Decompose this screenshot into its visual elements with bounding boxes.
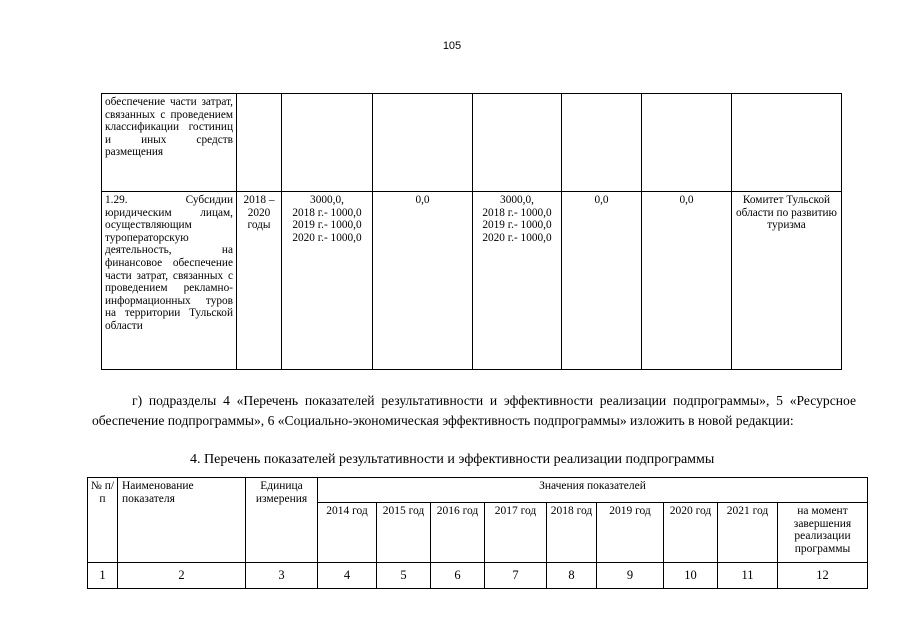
header-year: 2019 год	[597, 503, 664, 563]
header-year: 2017 год	[485, 503, 547, 563]
table-header-row	[88, 478, 868, 503]
local-budget-cell: 0,0	[562, 192, 642, 370]
section-heading: 4. Перечень показателей результативности и эффективности реализации подпрограммы	[190, 452, 715, 467]
header-completion: на момент завершения реализации программы	[778, 503, 868, 563]
amendment-paragraph: г) подразделы 4 «Перечень показателей результативности и эффективности реализации подпрограммы», 5 «Ресурсное обеспечение подпрограммы», 6 «Социально-экономическая эффективность подпрограммы» изложить в новой редакции:	[92, 393, 856, 428]
header-year: 2020 год	[664, 503, 718, 563]
header-unit: Единица измерения	[246, 478, 318, 563]
column-number: 11	[718, 563, 778, 589]
indicators-table	[87, 477, 868, 589]
row-name-cell: обеспечение части затрат, связанных с проведением классификации гостиниц и иных средств размещения	[102, 94, 237, 192]
subsidies-table	[101, 93, 842, 370]
header-year: 2021 год	[718, 503, 778, 563]
column-number: 6	[431, 563, 485, 589]
table-row	[102, 192, 842, 370]
column-number: 10	[664, 563, 718, 589]
column-number-row	[88, 563, 868, 589]
federal-budget-cell: 0,0	[373, 192, 473, 370]
page-number: 105	[442, 40, 462, 52]
header-year: 2015 год	[377, 503, 431, 563]
extra-budget-cell: 0,0	[642, 192, 732, 370]
table-row	[102, 94, 842, 192]
period-cell: 2018 – 2020 годы	[237, 192, 282, 370]
column-number: 2	[118, 563, 246, 589]
column-number: 3	[246, 563, 318, 589]
header-indicator-name: Наименование показателя	[118, 478, 246, 563]
column-number: 9	[597, 563, 664, 589]
column-number: 8	[547, 563, 597, 589]
total-cell: 3000,0, 2018 г.- 1000,0 2019 г.- 1000,0 2020 г.- 1000,0	[282, 192, 373, 370]
header-values: Значения показателей	[318, 478, 868, 503]
header-number: № п/п	[88, 478, 118, 563]
header-year: 2016 год	[431, 503, 485, 563]
executor-cell: Комитет Тульской области по развитию туризма	[732, 192, 842, 370]
row-name-cell: 1.29. Субсидии юридическим лицам, осуществляющим туроператорскую деятельность, на финансовое обеспечение части затрат, связанных с проведением рекламно-информационных туров на территории Тульской области	[102, 192, 237, 370]
column-number: 12	[778, 563, 868, 589]
regional-budget-cell: 3000,0, 2018 г.- 1000,0 2019 г.- 1000,0 2020 г.- 1000,0	[473, 192, 562, 370]
header-year: 2014 год	[318, 503, 377, 563]
column-number: 1	[88, 563, 118, 589]
column-number: 4	[318, 563, 377, 589]
column-number: 7	[485, 563, 547, 589]
header-year: 2018 год	[547, 503, 597, 563]
column-number: 5	[377, 563, 431, 589]
